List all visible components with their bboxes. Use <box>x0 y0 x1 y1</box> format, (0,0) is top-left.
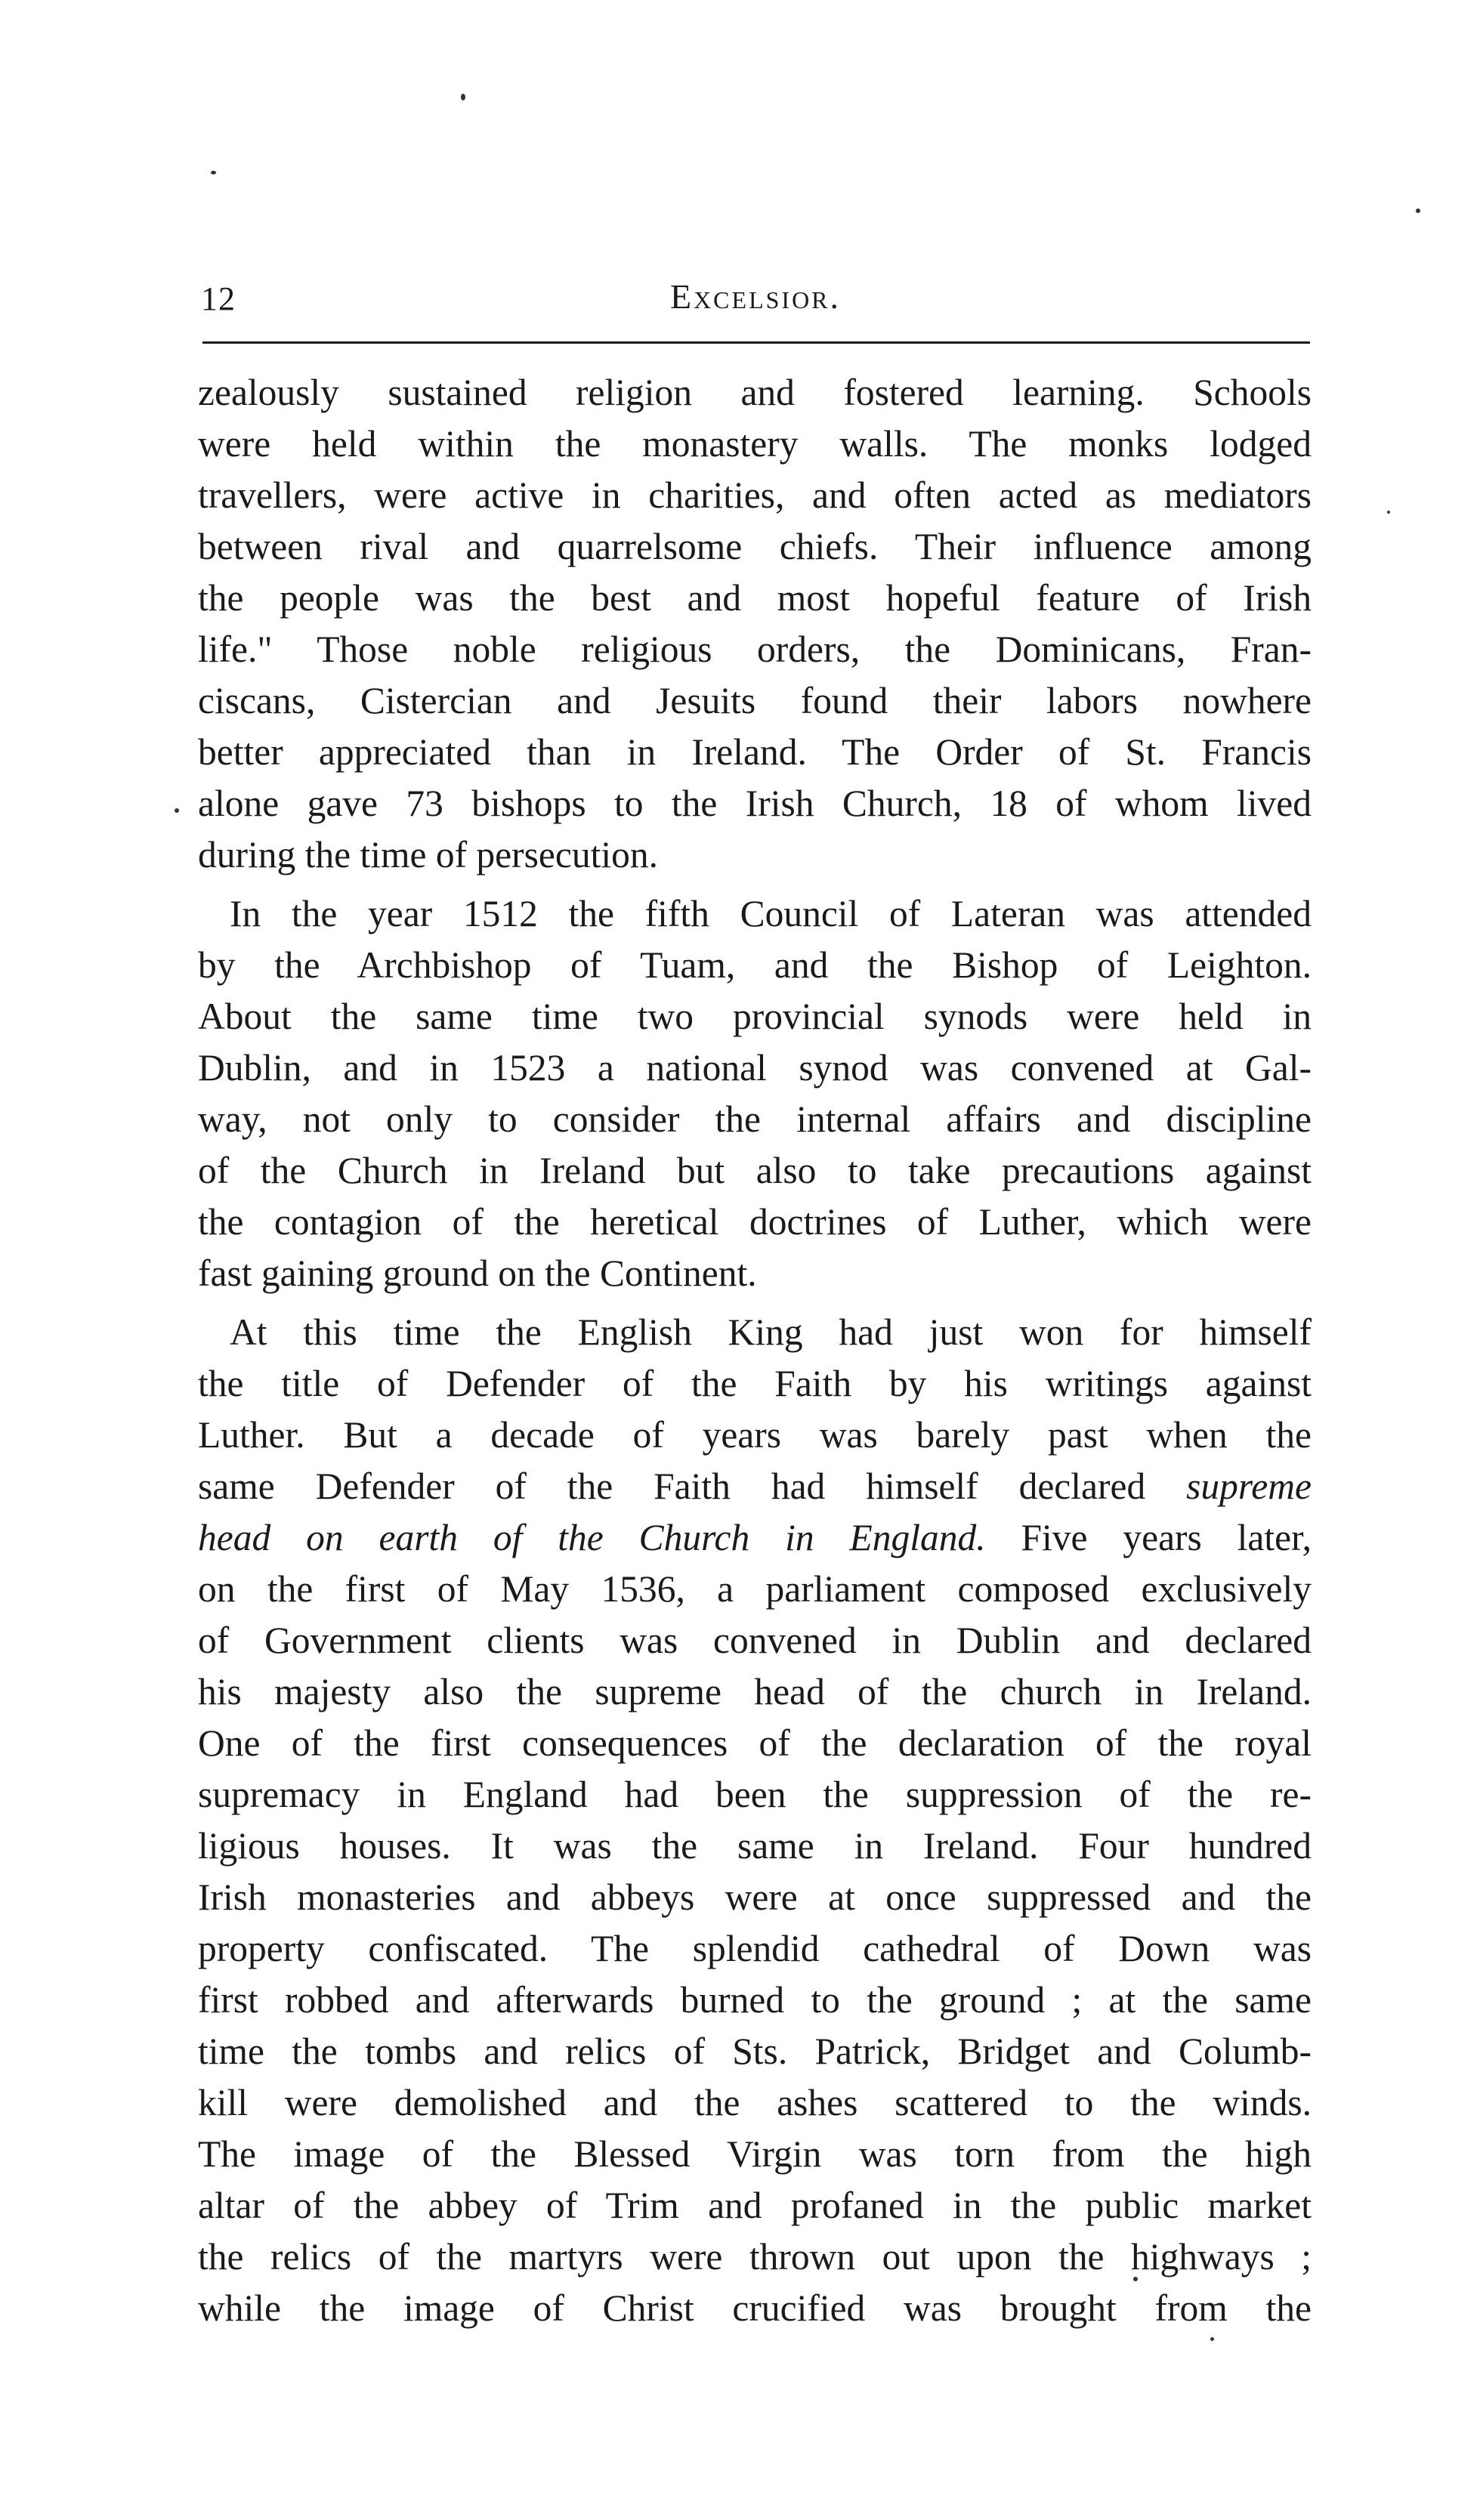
text-line: the contagion of the heretical doctrines of Luther, which were <box>198 1201 1312 1243</box>
text-line: ciscans, Cistercian and Jesuits found their labors nowhere <box>198 680 1312 721</box>
text-line: Luther. But a decade of years was barely past when the <box>198 1414 1312 1456</box>
page-header <box>201 272 1310 325</box>
print-speck <box>1416 208 1420 213</box>
text-line: of Government clients was convened in Dublin and declared <box>198 1620 1312 1661</box>
text-line: way, not only to consider the internal affairs and discipline <box>198 1098 1312 1140</box>
body-text <box>198 367 1312 2334</box>
text-line: travellers, were active in charities, and often acted as mediators <box>198 474 1312 516</box>
running-title: Excelsior. <box>669 277 842 316</box>
text-line: were held within the monastery walls. The monks lodged <box>198 423 1312 465</box>
text-line: About the same time two provincial synods were held in <box>198 996 1312 1037</box>
text-line: Dublin, and in 1523 a national synod was convened at Gal- <box>198 1047 1312 1089</box>
page-number: 12 <box>201 280 236 317</box>
italic-phrase: head on earth of the Church in England. <box>198 1517 986 1558</box>
text-line: altar of the abbey of Trim and profaned in the public market <box>198 2185 1312 2226</box>
text-line: the people was the best and most hopeful feature of Irish <box>198 577 1312 619</box>
text-line: better appreciated than in Ireland. The Order of St. Francis <box>198 731 1312 773</box>
text-line: on the first of May 1536, a parliament composed exclusively <box>198 1568 1312 1610</box>
text-line <box>198 1461 1312 1512</box>
text-line: by the Archbishop of Tuam, and the Bishop of Leighton. <box>198 944 1312 986</box>
text-line: life." Those noble religious orders, the Dominicans, Fran- <box>198 628 1312 670</box>
text-line: between rival and quarrelsome chiefs. Their influence among <box>198 526 1312 567</box>
text-line: In the year 1512 the fifth Council of Lateran was attended <box>230 893 1312 934</box>
print-speck <box>1210 2337 1214 2341</box>
text-line: during the time of persecution. <box>198 834 658 876</box>
text-line: property confiscated. The splendid cathedral of Down was <box>198 1928 1312 1969</box>
text-line: supremacy in England had been the suppression of the re- <box>198 1774 1312 1815</box>
text-line: of the Church in Ireland but also to take precautions against <box>198 1150 1312 1191</box>
text-line: first robbed and afterwards burned to the ground ; at the same <box>198 1979 1312 2021</box>
text-line: The image of the Blessed Virgin was torn from the high <box>198 2133 1312 2175</box>
print-speck <box>211 171 216 174</box>
print-speck <box>175 808 179 813</box>
text-line: time the tombs and relics of Sts. Patrick, Bridget and Columb- <box>198 2031 1312 2072</box>
text-line: kill were demolished and the ashes scattered to the winds. <box>198 2082 1312 2123</box>
paragraph-3 <box>198 1307 1312 2334</box>
text-line: alone gave 73 bishops to the Irish Church, 18 of whom lived <box>198 783 1312 824</box>
print-speck <box>1387 511 1390 514</box>
print-speck <box>461 94 465 100</box>
header-rule <box>202 341 1310 344</box>
paragraph-1 <box>198 367 1312 881</box>
text-run: Five years later, <box>985 1517 1312 1558</box>
text-line: the title of Defender of the Faith by his writings against <box>198 1363 1312 1404</box>
text-line: At this time the English King had just won for himself <box>230 1311 1312 1353</box>
italic-phrase: supreme <box>1186 1465 1312 1507</box>
text-line: One of the first consequences of the declaration of the royal <box>198 1722 1312 1764</box>
text-line: Irish monasteries and abbeys were at once suppressed and the <box>198 1876 1312 1918</box>
text-line: zealously sustained religion and fostered learning. Schools <box>198 372 1312 413</box>
text-line <box>198 1512 1312 1564</box>
text-line: ligious houses. It was the same in Ireland. Four hundred <box>198 1825 1312 1867</box>
paragraph-2 <box>198 888 1312 1299</box>
text-line: his majesty also the supreme head of the church in Ireland. <box>198 1671 1312 1712</box>
text-line: the relics of the martyrs were thrown out upon the highways ; <box>198 2236 1312 2278</box>
text-run: same Defender of the Faith had himself declared <box>198 1465 1187 1507</box>
text-line: while the image of Christ crucified was brought from the <box>198 2287 1312 2329</box>
text-line: fast gaining ground on the Continent. <box>198 1252 757 1294</box>
